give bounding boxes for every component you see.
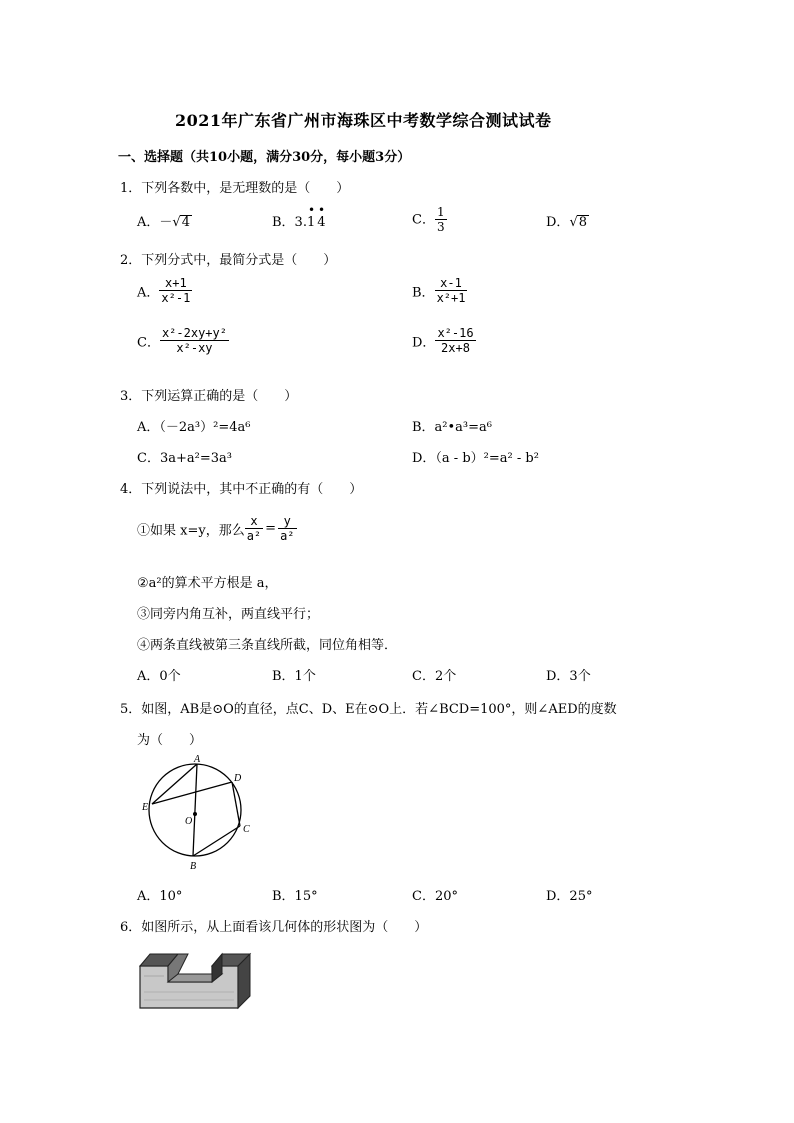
q1-option-a [137, 211, 192, 230]
section-heading: 一、选择题（共10小题，满分30分，每小题3分） [118, 150, 411, 165]
label-b: B [190, 861, 197, 872]
q1-option-c [412, 205, 447, 235]
circle-diagram [140, 752, 255, 872]
denominator: x²-1 [161, 291, 191, 306]
q2-option-d [412, 326, 476, 356]
statement-text: ①如果 x=y，那么 [137, 523, 245, 539]
q4-statement-2: ②a²的算术平方根是 a， [137, 576, 278, 591]
fraction-y [278, 514, 296, 544]
q5-option-d: D．25° [546, 889, 593, 904]
question-1-stem: 1．下列各数中，是无理数的是（ ） [120, 181, 350, 196]
q5-option-c: C．20° [412, 889, 458, 904]
q1-b-prefix: B．3. [272, 215, 307, 230]
q1-d-radicand: 8 [578, 215, 588, 230]
q2-d-fraction [435, 326, 475, 356]
question-5-stem-cont: 为（ ） [137, 733, 203, 748]
denominator: 2x+8 [441, 341, 470, 356]
q1-a-prefix: A．－ [137, 215, 173, 230]
q1-c-prefix: C． [412, 212, 435, 228]
q2-option-a [137, 276, 192, 306]
label-a: A [194, 754, 201, 765]
center-point [193, 812, 197, 816]
sqrt-symbol: √ [172, 215, 181, 230]
denominator: x²-xy [176, 341, 213, 356]
numerator: y [278, 514, 296, 529]
page-title: 2021年广东省广州市海珠区中考数学综合测试试卷 [175, 111, 552, 130]
q1-b-digits: 14 [306, 215, 328, 230]
option-label: D． [412, 335, 436, 351]
q2-b-fraction [435, 276, 468, 306]
q4-option-a: A．0个 [137, 669, 181, 684]
denominator: 3 [436, 220, 445, 235]
q4-option-c: C．2个 [412, 669, 457, 684]
numerator: x²-16 [437, 326, 474, 340]
question-4-stem: 4．下列说法中，其中不正确的有（ ） [120, 482, 363, 497]
numerator: 1 [436, 205, 445, 219]
numerator: x-1 [435, 276, 468, 291]
q2-a-fraction [159, 276, 192, 306]
q4-statement-1 [137, 514, 297, 544]
label-o: O [185, 816, 193, 827]
numerator: x [245, 514, 263, 529]
question-2-stem: 2．下列分式中，最简分式是（ ） [120, 253, 337, 268]
fraction-x [245, 514, 263, 544]
option-label: C． [137, 335, 160, 351]
q1-a-radicand: 4 [181, 215, 190, 230]
q3-option-b: B．a²•a³=a⁶ [412, 420, 492, 435]
label-e: E [142, 802, 149, 813]
q3-option-a: A．（－2a³）²=4a⁶ [137, 420, 251, 435]
repeating-dots: •• [307, 203, 329, 217]
q2-option-c [137, 326, 229, 356]
label-c: C [243, 824, 250, 835]
diameter-ab [193, 764, 197, 856]
chord-cb [193, 826, 240, 856]
q1-c-fraction [435, 205, 447, 235]
q1-d-prefix: D． [546, 215, 570, 230]
q1-option-d [546, 211, 589, 230]
front-face [140, 966, 238, 1008]
denominator: a² [246, 529, 262, 544]
solid-figure [138, 948, 256, 1010]
numerator: x+1 [159, 276, 192, 291]
q4-statement-3: ③同旁内角互补，两直线平行； [137, 607, 320, 622]
q3-option-d: D．（a - b）²=a² - b² [412, 451, 539, 466]
q2-option-b [412, 276, 467, 306]
question-5-stem: 5．如图，AB是⊙O的直径，点C、D、E在⊙O上．若∠BCD=100°，则∠AED的度数 [120, 702, 617, 717]
question-3-stem: 3．下列运算正确的是（ ） [120, 389, 298, 404]
q5-option-a: A．10° [137, 889, 183, 904]
label-d: D [234, 773, 242, 784]
q3-option-c: C．3a+a²=3a³ [137, 451, 232, 466]
q4-option-b: B．1个 [272, 669, 316, 684]
denominator: x²+1 [436, 291, 466, 306]
q4-statement-4: ④两条直线被第三条直线所截，同位角相等． [137, 638, 398, 653]
option-label: A． [137, 285, 160, 301]
equals-sign: = [265, 521, 277, 537]
q1-option-b [272, 203, 329, 230]
sqrt-symbol: √ [569, 215, 578, 230]
q4-option-d: D．3个 [546, 669, 591, 684]
question-6-stem: 6．如图所示，从上面看该几何体的形状图为（ ） [120, 920, 428, 935]
denominator: a² [280, 529, 295, 544]
numerator: x²-2xy+y² [161, 326, 227, 340]
option-label: B． [412, 285, 435, 301]
q2-c-fraction [160, 326, 229, 356]
q5-option-b: B．15° [272, 889, 318, 904]
